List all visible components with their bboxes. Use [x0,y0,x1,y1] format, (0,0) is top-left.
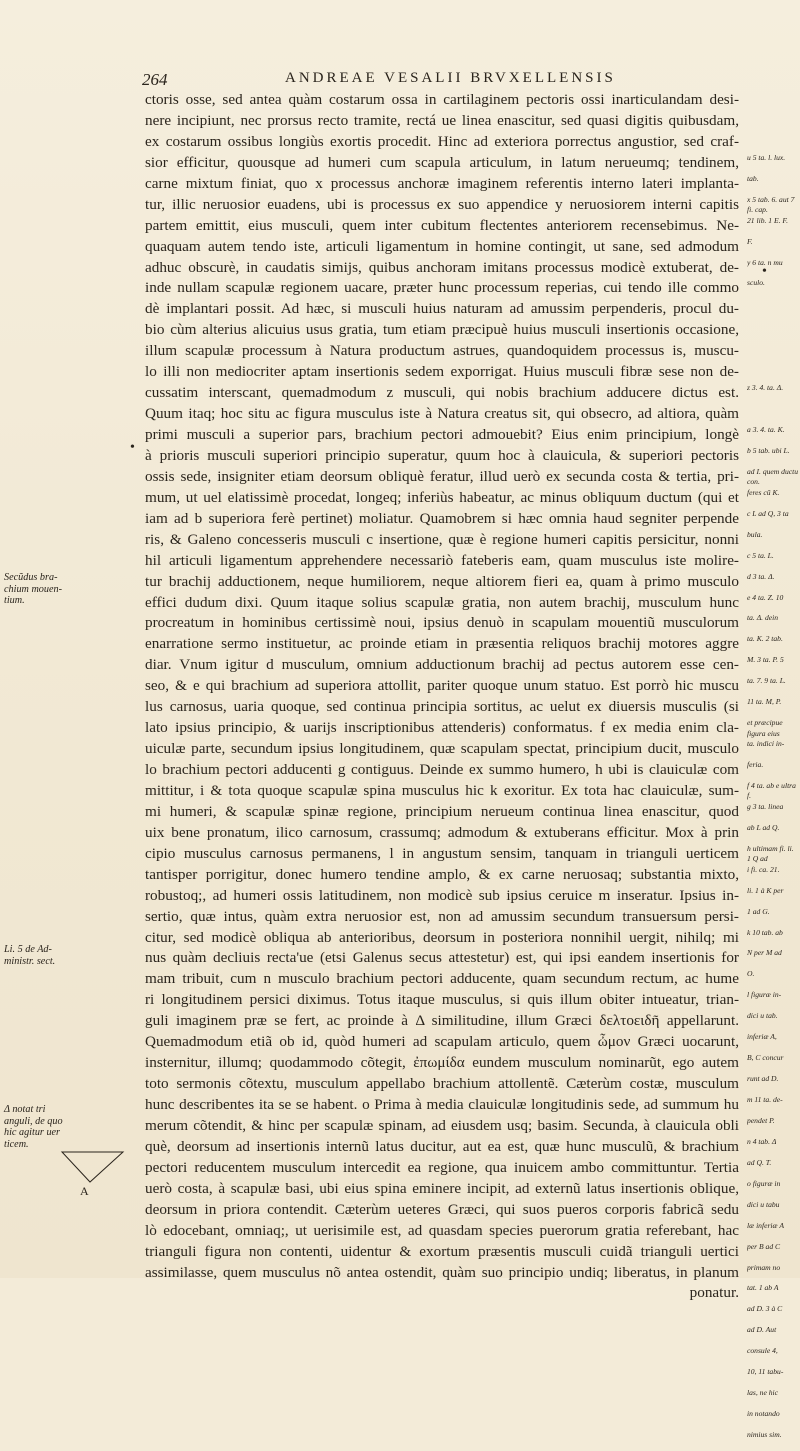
margin-note: ta. K. 2 tab. [747,634,783,644]
text-line: cussatim interscant, quemadmodum z musculi, qui nobis brachium adducere dictus est. [145,384,739,402]
text-line: quaquam autem tendo iste, articuli ligamentum in homine contingit, ut sane, sed admodum [145,237,739,255]
text-line: adhuc obscurè, in caudatis simijs, quibus anchoram imitans processus modicè extuberat, de- [145,258,739,276]
text-line: sior efficitur, quousque ad humeri cum scapula articulum, in latum nerueumq; tendinem, [145,153,739,171]
margin-note: tat. 1 ab A [747,1283,779,1293]
text-line: uerò costa, à scapulæ basi, ubi eius spina eminere incipit, ad externũ latus insertionis oblique, [145,1179,739,1197]
margin-note: M. 3 ta. P. 5 [747,655,784,665]
margin-bullet: • [762,264,767,279]
margin-note [747,320,799,341]
margin-note: f 4 ta. ab e ultra f. [747,780,796,801]
margin-note: 1 ad G. [747,906,770,916]
text-line: lus carnosus, uaria quoque, sed continua principia sortitus, ac uelut ex diuersis musculis (si [145,698,739,716]
margin-note: dici u tabu [747,1199,780,1209]
text-line: uix bene pronatum, ilico carnosum, crassumq; admodum & extuberans efficitur. Mox à prin [145,823,739,841]
text-line: tur, illic neruosior euadens, ubi is processus ex suo appendice y neruosiorem interni capitis [145,195,739,213]
margin-note [747,111,799,132]
triangle-diagram [60,1148,125,1188]
margin-note: n 4 tab. Δ [747,1136,777,1146]
text-line: Quum itaq; hoc situ ac figura musculus iste à Natura creatus sit, qui obsecro, ad altiora, quàm [145,405,739,423]
margin-note: primam no [747,1262,781,1272]
margin-note: e 4 ta. Z. 10 [747,592,784,602]
text-line: hil articuli ligamentum apprehendere necessariò fateberis eam, quam musculus iste molire- [145,551,739,569]
margin-note: i fi. ca. 21. [747,864,780,874]
text-line: iam ad b superiora ferè pertinet) moliatur. Quamobrem si hæc omnia haud segniter perpende [145,509,739,527]
text-line: inde nullam scapulæ regionem uacare, præter hunc processum reperias, cui tendo ille commo [145,279,739,297]
margin-note [747,299,799,320]
text-line: guli imaginem præ se fert, ac proinde à Δ similitudine, illum Græci δελτοειδῆ appellarunt. [145,1012,739,1030]
text-line: lato ipsius principio, & uarijs inscriptionibus attenderis) conformatus. f ex media enim cla- [145,719,739,737]
margin-note: bula. [747,529,763,539]
margin-note: O. [747,969,755,979]
margin-note: ad D. Aut [747,1325,777,1335]
margin-note: h ultimam fi. li. 1 Q ad [747,843,794,864]
margin-note: ad I. quem ductu con. [747,466,799,487]
text-line: merum cõtendit, & hinc per scapulæ spinam, ad eiusdem usq; basim. Secunda, à clauicula obli [145,1116,739,1134]
margin-note: feres cũ K. [747,487,780,497]
margin-note: b 5 tab. ubi L. [747,445,790,455]
text-line: tur brachij adductionem, neque humiliorem, neque altiorem fieri ea, quam à primo musculo [145,572,739,590]
margin-note: F. [747,236,753,246]
text-line: ri longitudinem persici diximus. Totus itaque musculus, si quis illum obiter intueatur, trian- [145,991,739,1009]
text-line: lò edocebant, omniaq;, ut uerisimile est, ad quasdam species puerorum gratia referebant, hac [145,1221,739,1239]
margin-note [747,132,799,153]
margin-note: x 5 tab. 6. aut 7 fi. cap. [747,194,795,215]
margin-note: in notando [747,1409,780,1419]
margin-note: 21 lib. 1 E. F. [747,215,788,225]
text-line: diar. Vnum igitur d musculum, omnium adductionum brachij ad pectus autorem esse cen- [145,656,739,674]
page-header [142,68,742,90]
margin-note: pendet P. [747,1115,775,1125]
text-line: ex costarum ossibus longiùs exortis procedit. Hinc ad exteriora porrectus angustior, sed craf- [145,132,739,150]
margin-note [747,341,799,362]
margin-note: a 3. 4. ta. K. [747,425,785,434]
text-line: mittitur, i & tota quoque scapulæ spina musculus hic k exoritur. Ex tota hac clauiculæ, sum- [145,781,739,799]
margin-note: g 3 ta. linea [747,801,784,811]
margin-note: li. 1 à K per [747,885,784,895]
margin-note: dici u tab. [747,1011,778,1021]
margin-note: ta. 7. 9 ta. L. [747,676,786,686]
text-line: lo illi non mediocriter aptam insertionis sedem exporrigat. Huius musculi fibræ sese non de- [145,363,739,381]
side-note-delta-triangle: Δ notat tri anguli, de quo hic agitur uer ticem. [4,1104,63,1150]
text-line: mam tribuit, cum n musculo brachium pectori adducente, quam secundum rectum, ac hume [145,970,739,988]
text-line: sertio, quæ intus, quàm extra neruosior est, non ad amussim secundum transuersum persi- [145,907,739,925]
text-line: nus quàm decliuis recta'ue (etsi Galenus secus attestetur) est, qui ipsi eandem insertionis for [145,949,739,967]
margin-note: ad D. 3 à C [747,1304,783,1314]
text-line: cipio musculus carnosus permanens, l in angustum sensim, tanquam in trianguli uerticem [145,844,739,862]
margin-note: runt ad D. [747,1074,779,1084]
text-line: partem emittit, eius musculi, quem inter cubitum flectentes anteriorem recensebimus. Ne- [145,216,739,234]
text-line: ris, & Galeno concesseris musculi c insertione, quæ è regione humeri capitis persicitur, nonni [145,530,739,548]
text-line: robustoq;, ad humeri ossis latitudinem, non modicè sub ipsius ceruice m inseratur. Ipsius in- [145,886,739,904]
text-line: tantisper porrigitur, donec humero tendine amplo, & ex carne neruosaq; substantia mixto, [145,865,739,883]
margin-note: B, C concur [747,1053,784,1063]
text-line: insternitur, illumq; quodammodo cõtegit, ἐπωμίδα eundem musculum nominarũt, ego autem [145,1054,739,1072]
margin-note: d 3 ta. Δ. [747,571,775,581]
text-line: primi musculi a superior pars, brachium pectori admouebit? Eius enim principium, longè [145,426,739,443]
margin-note: m 11 ta. de- [747,1095,783,1104]
text-line: carne mixtum finiat, quo x processus anchoræ imaginem referentis interno lateri implanta- [145,174,739,192]
text-line: toto sermonis cõtextu, musculum appellabo brachium attollentẽ. Cæterùm costæ, musculum [145,1075,739,1093]
margin-note: et præcipue figura eius [747,718,783,738]
text-line: bio cùm alterius alicuius usus gratia, tum etiam præcipuè huius musculi insertionis occasione, [145,321,739,339]
margin-note [747,362,799,383]
margin-note: c L ad Q, 3 ta [747,508,789,518]
margin-note: ta. indici in- [747,739,785,749]
text-line: Quemadmodum etiã ob id, quòd humeri ad scapulam articulo, quem ὦμον Græci uocarunt, [145,1033,739,1051]
text-line: pectori reducentem musculum intercedit ea regione, qua inuicem ambo committuntur. Tertia [145,1158,739,1176]
margin-note: per B ad C [747,1241,781,1251]
text-line: seo, & e qui brachium ad superiora attollit, pariter quoque unum statuo. Est porrò hic muscu [145,677,739,695]
text-line: enarratione sermo instituetur, ac proinde etiam in præsentia reliquos brachij motores aggre [145,635,739,653]
margin-note: 11 ta. M, P. [747,697,782,707]
margin-note: 10, 11 tabu- [747,1367,784,1377]
side-note-second-movers: Secũdus bra- chium mouen- tium. [4,572,62,606]
margin-note: ta. Δ. dein [747,613,779,623]
margin-note: z 3. 4. ta. Δ. [747,383,784,393]
page-number: 264 [142,70,168,89]
text-line: procreatum in hominibus certissimè noui, ipsius denuò in scapulam mouentiũ musculorum [145,614,739,632]
text-line: què, deorsum ad insertionis internũ latus ducitur, aut ea est, quæ hunc musculũ, & brachium [145,1137,739,1155]
text-line: nere incipiunt, nec prorsus recto tramite, rectá ue linea enascitur, sed quasi digitis quibusdam, [145,111,739,129]
text-line: ponatur. [689,1284,739,1302]
margin-bullet: • [130,440,135,455]
text-line: assimilasse, quem musculus nõ antea ostendit, quàm suo principio undiq; liberatus, in planum [145,1263,739,1281]
text-line: trianguli figura non contenti, uidentur & exortum præsentis musculi cuidã trianguli uertici [145,1242,739,1260]
margin-note: ad Q. T. [747,1157,772,1167]
text-line: deorsum in priora contendit. Cæterùm ueteres Græci, qui suos pueros corporis fabricã sedu [145,1200,739,1218]
margin-note: u 5 ta. l. lux. [747,152,786,162]
text-line: hunc describentes ita se se habent. o Prima à media clauiculæ longitudinis sede, ad summum hu [145,1096,739,1113]
text-line: illum scapulæ processum à Natura productum astrues, quandoquidem processus is, muscu- [145,342,739,360]
margin-note: læ inferiæ A [747,1220,784,1230]
margin-note: tab. [747,173,759,183]
margin-note: N per M ad [747,948,782,958]
margin-note: y 6 ta. n mu [747,257,783,267]
margin-note: feria. [747,760,764,769]
figure-label: A [80,1184,89,1198]
text-line: citur, sed modicè obliqua ab anterioribus, deorsum in posteriora nonnihil uergit, nihilq; mi [145,928,739,946]
running-head: ANDREAE VESALII BRVXELLENSIS [285,70,616,86]
text-line: dè implantari possit. Ad hæc, si musculi huius naturam ad amussim perpenderis, procul du- [145,300,739,318]
margin-note: sculo. [747,278,765,288]
margin-note: l figuræ in- [747,990,782,1000]
text-line: ossis sede, insigniter etiam deorsum obliquè feratur, illud uerò ex secunda costa & tertia, pri- [145,467,739,485]
margin-note: k 10 tab. ab [747,927,783,937]
margin-note: ab L ad Q. [747,822,780,832]
text-line: uiculæ parte, secundum ipsius longitudinem, quæ scapulam spectat, principium ducit, musculo [145,740,739,758]
text-line: lo brachium pectori adducenti g contiguus. Deinde ex summo humero, h ubi is clauiculæ com [145,761,739,778]
text-line: ctoris osse, sed antea quàm costarum ossa in cartilaginem pectoris ossi inarticulandam desi- [145,91,739,108]
side-note-galen-reference: Li. 5 de Ad- ministr. sect. [4,944,56,967]
triangle-figure [60,1148,125,1208]
right-margin-notes [747,90,799,1451]
text-line: mi humeri, & scapulæ spinæ regione, principium nerueum continua linea enascitur, quod [145,802,739,820]
margin-note [747,404,799,425]
margin-note: c 5 ta. L. [747,550,774,560]
margin-note: las, ne hic [747,1388,779,1398]
margin-note: nimius sim. [747,1430,782,1439]
margin-note [747,90,799,111]
margin-note: consule 4, [747,1346,778,1356]
main-text-column [145,90,739,1304]
margin-note: inferiæ A, [747,1032,777,1042]
text-line: effici dudum dixi. Quum itaque solius scapulæ gratia, non autem brachij, musculum hunc [145,593,739,611]
text-line: mum, ut uel elatissimè procedat, longeq; inferiùs habeatur, ac minus obliquum ductum (qui et [145,488,739,506]
text-line: à prioris musculi superiori principio superatur, quum hoc à clauicula, & superiori pectoris [145,446,739,464]
margin-note: o figuræ in [747,1178,781,1188]
